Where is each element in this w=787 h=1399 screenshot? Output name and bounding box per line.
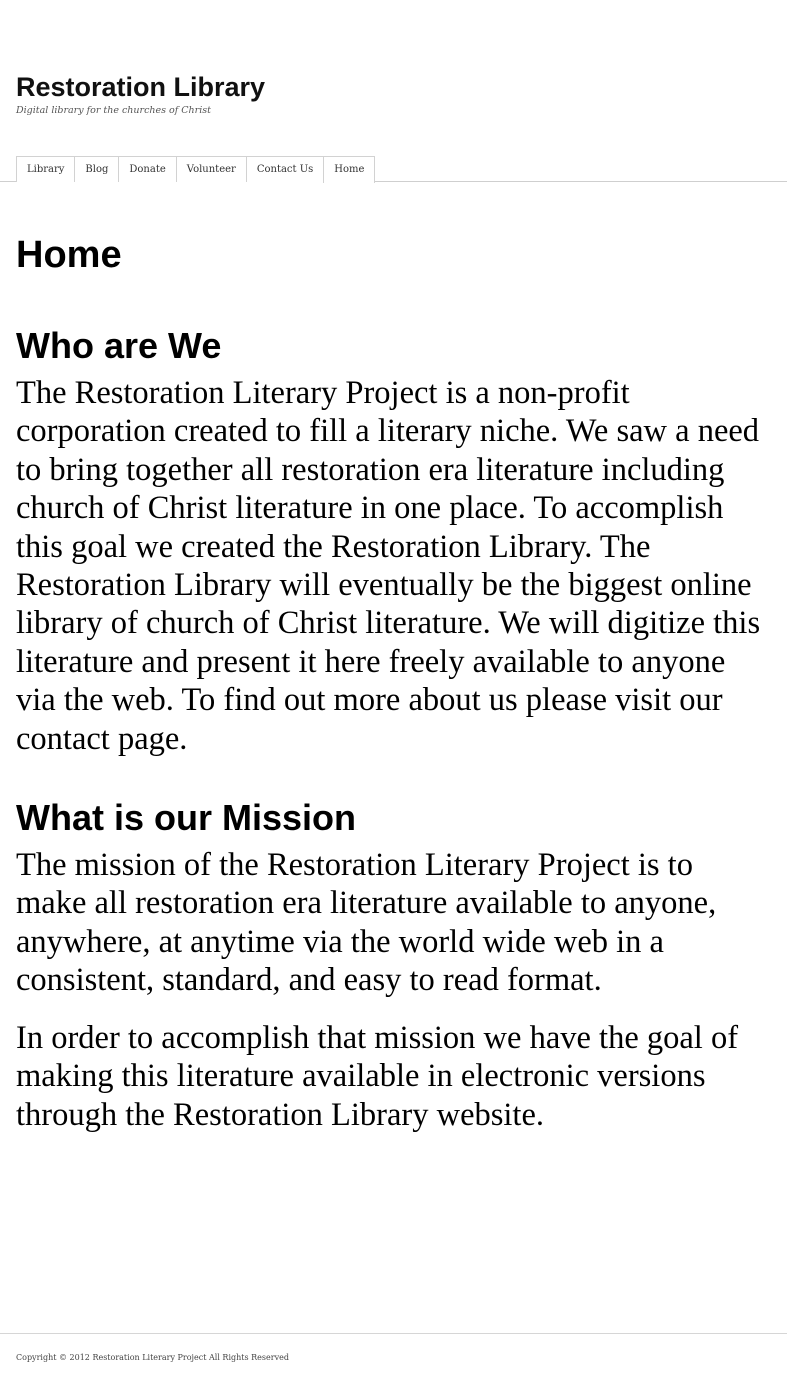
paragraph-who-are-we: The Restoration Literary Project is a non-profit corporation created to fill a literary niche. We saw a need to bring together all restoration era literature including church of Christ literature in one place. To accomplish this goal we created the Restoration Library. The Restoration Library will eventually be the biggest online library of church of Christ literature. We will digitize this literature and present it here freely available to anyone via the web. To find out more about us please visit our contact page. (16, 375, 761, 757)
section-who-are-we (16, 324, 771, 758)
section-mission (16, 796, 771, 1134)
site-tagline: Digital library for the churches of Christ (16, 105, 211, 116)
copyright-text: Copyright © 2012 Restoration Literary Project All Rights Reserved (16, 1353, 289, 1362)
site-header (16, 70, 756, 118)
nav-tabs (16, 156, 374, 183)
site-title[interactable]: Restoration Library (16, 72, 266, 102)
section-heading-who-are-we: Who are We (16, 325, 222, 366)
section-heading-mission: What is our Mission (16, 797, 357, 839)
main-nav (0, 156, 787, 182)
tab-contact-us[interactable]: Contact Us (246, 156, 324, 182)
tab-donate[interactable]: Donate (118, 156, 176, 182)
tab-home[interactable]: Home (323, 156, 375, 183)
tab-volunteer[interactable]: Volunteer (176, 156, 247, 182)
tab-blog[interactable]: Blog (74, 156, 119, 182)
main-content (16, 230, 771, 1134)
page-title: Home (16, 234, 122, 276)
paragraph-mission-goal: In order to accomplish that mission we have the goal of making this literature available in electronic versions through the Restoration Library website. (16, 1019, 739, 1133)
site-footer (0, 1333, 787, 1362)
tab-library[interactable]: Library (16, 156, 75, 182)
paragraph-mission: The mission of the Restoration Literary Project is to make all restoration era literature available to anyone, anywhere, at anytime via the world wide web in a consistent, standard, and easy to read format. (16, 847, 717, 999)
